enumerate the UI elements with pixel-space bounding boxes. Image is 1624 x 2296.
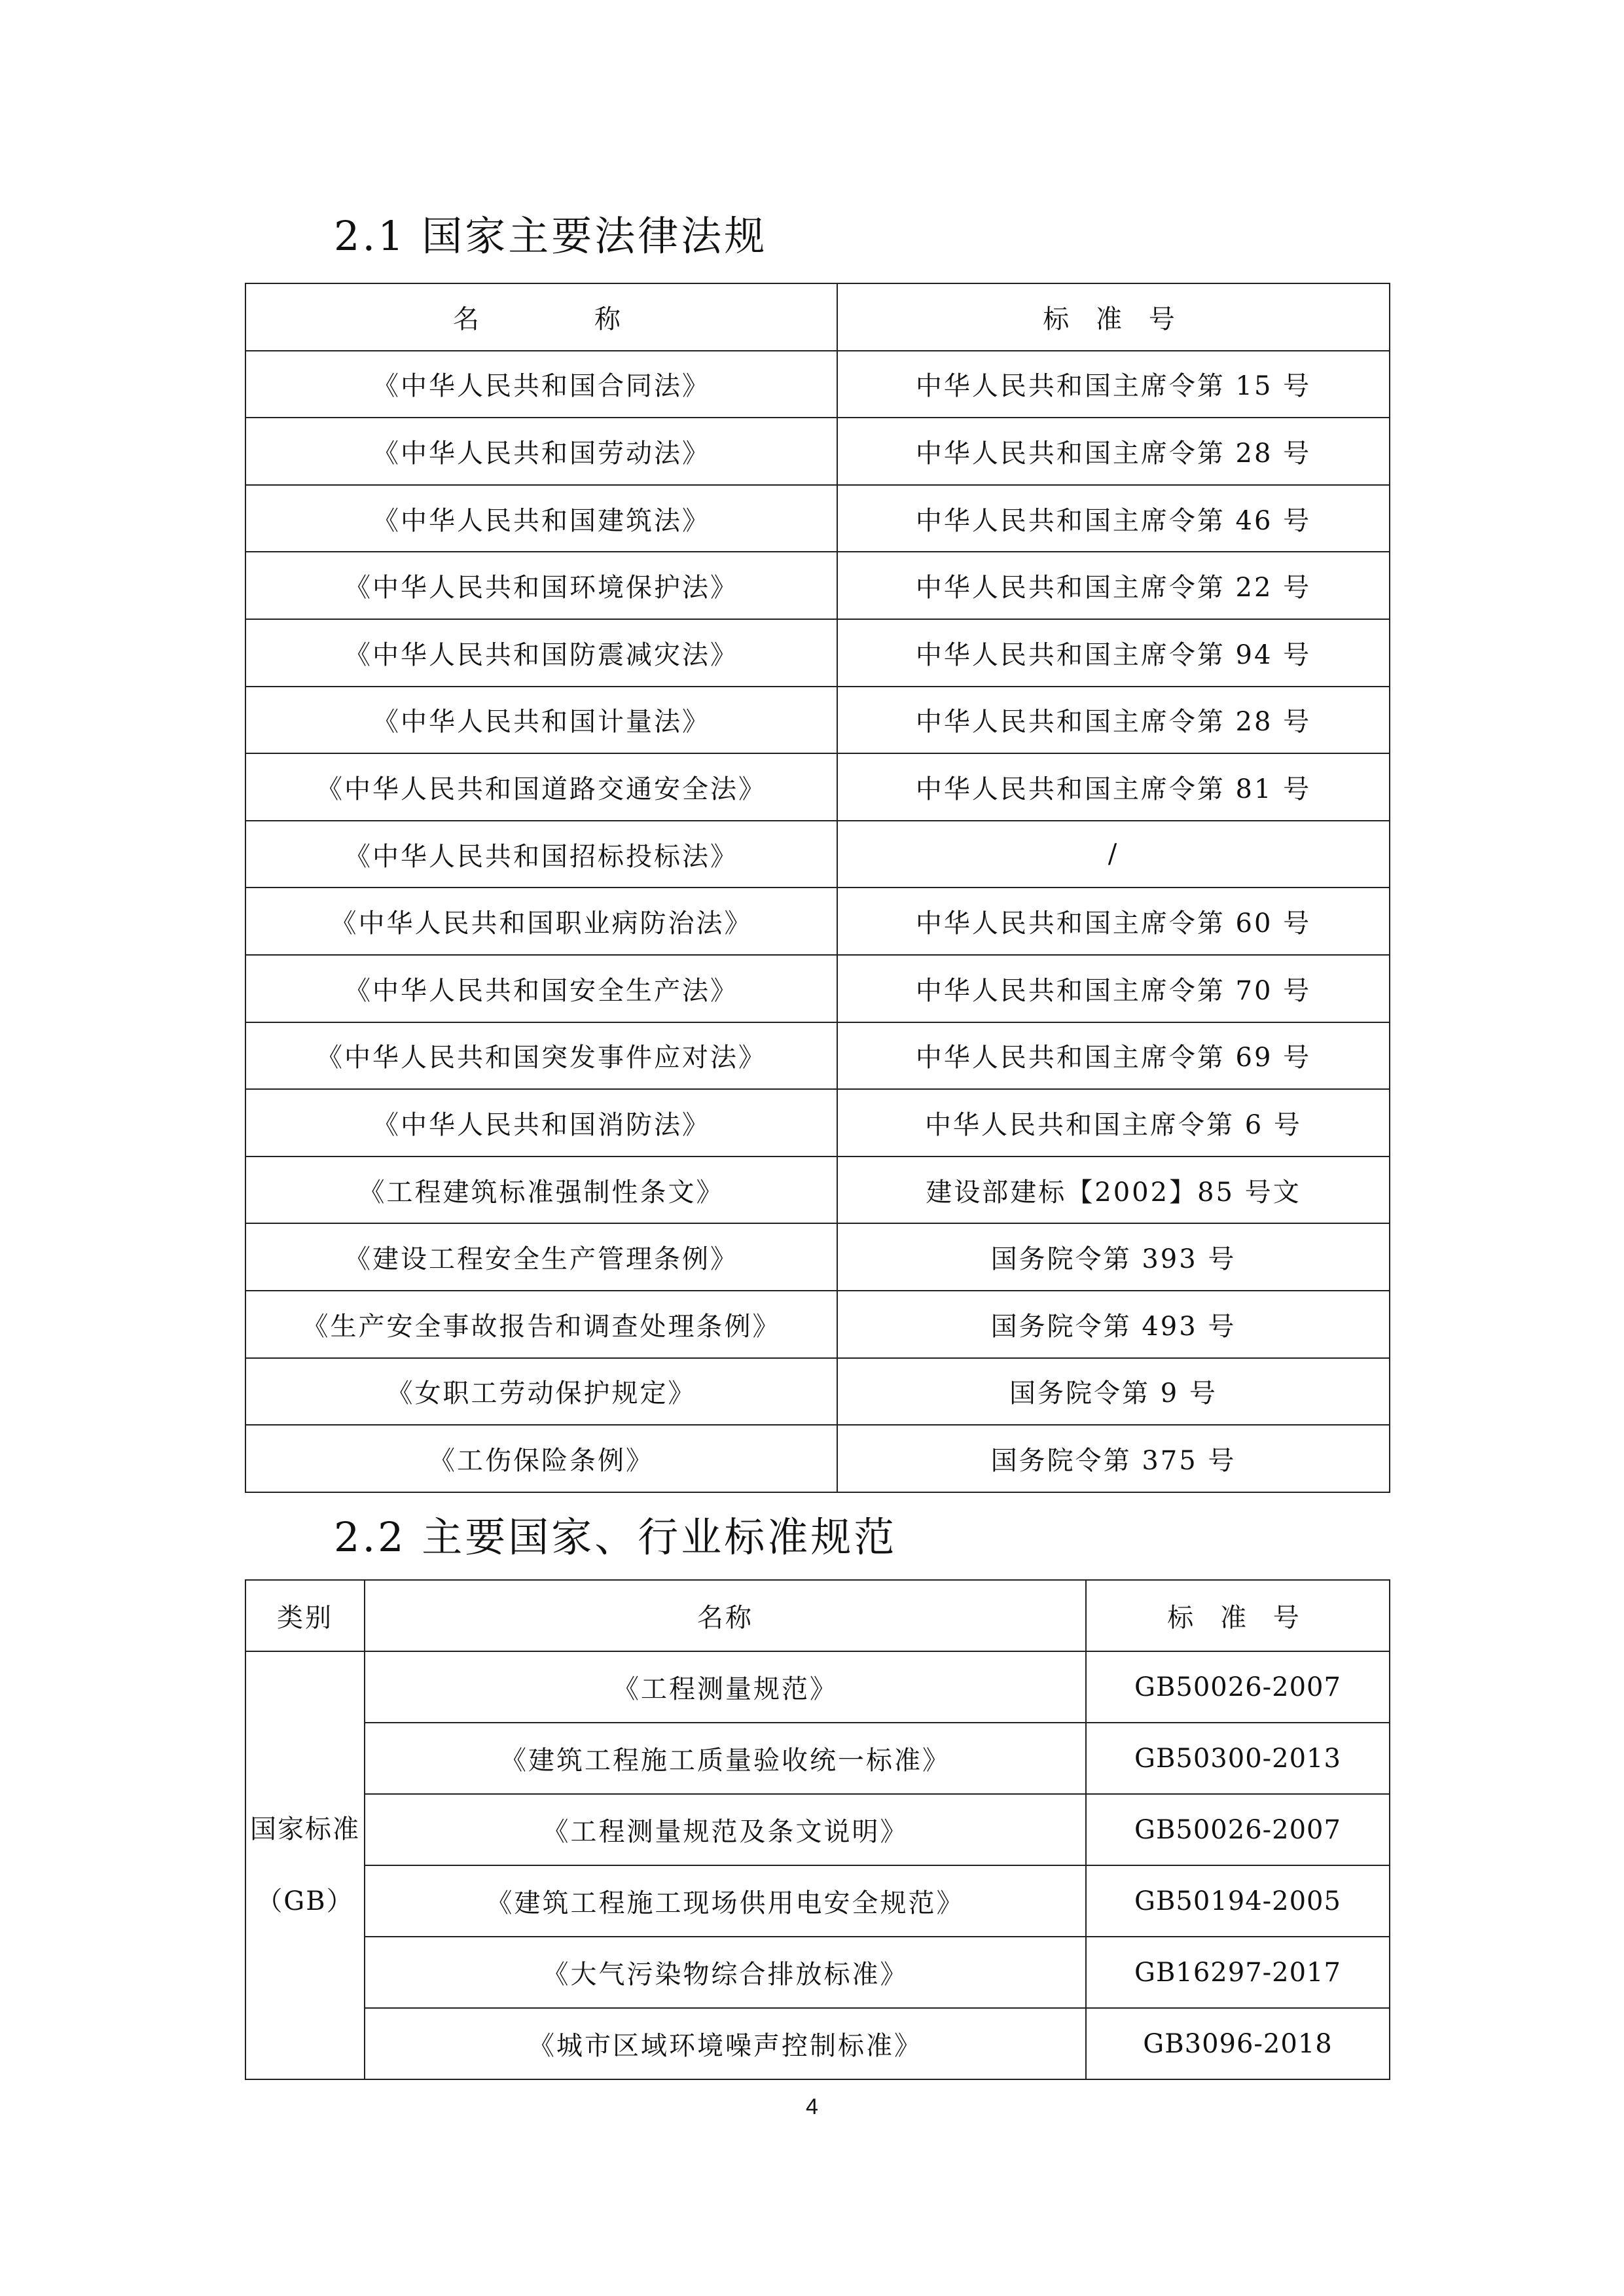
law-number-cell: 中华人民共和国主席令第 28 号 <box>837 418 1390 485</box>
law-name-cell: 《中华人民共和国道路交通安全法》 <box>245 753 837 821</box>
table-row <box>245 821 1390 888</box>
standard-number-cell: GB50026-2007 <box>1086 1794 1390 1865</box>
law-name-cell: 《中华人民共和国消防法》 <box>245 1089 837 1157</box>
table-row <box>245 1022 1390 1090</box>
law-name-cell: 《中华人民共和国计量法》 <box>245 687 837 754</box>
table-row <box>245 619 1390 687</box>
category-cell: 国家标准（GB） <box>245 1651 365 2079</box>
standard-name-cell: 《建筑工程施工质量验收统一标准》 <box>365 1723 1086 1794</box>
table-row <box>245 1865 1390 1937</box>
law-number-cell: 国务院令第 9 号 <box>837 1358 1390 1426</box>
law-number-cell: 中华人民共和国主席令第 60 号 <box>837 888 1390 955</box>
column-header-number: 标 准 号 <box>837 283 1390 351</box>
table-row <box>245 1651 1390 1723</box>
table-header-row <box>245 1580 1390 1651</box>
standard-number-cell: GB16297-2017 <box>1086 1937 1390 2008</box>
law-number-cell: 中华人民共和国主席令第 81 号 <box>837 753 1390 821</box>
standard-name-cell: 《城市区域环境噪声控制标准》 <box>365 2008 1086 2079</box>
standard-name-cell: 《大气污染物综合排放标准》 <box>365 1937 1086 2008</box>
law-name-cell: 《中华人民共和国建筑法》 <box>245 485 837 552</box>
table-row <box>245 1089 1390 1157</box>
standard-number-cell: GB50194-2005 <box>1086 1865 1390 1937</box>
table-row <box>245 1223 1390 1291</box>
law-number-cell: 中华人民共和国主席令第 22 号 <box>837 552 1390 619</box>
section-heading-standards: 2.2 主要国家、行业标准规范 <box>334 1513 897 1561</box>
law-number-cell: 中华人民共和国主席令第 70 号 <box>837 955 1390 1022</box>
standards-table-body <box>245 1651 1390 2079</box>
table-row <box>245 1723 1390 1794</box>
law-name-cell: 《生产安全事故报告和调查处理条例》 <box>245 1291 837 1358</box>
table-row <box>245 351 1390 418</box>
standard-number-cell: GB50026-2007 <box>1086 1651 1390 1723</box>
page-number: 4 <box>806 2094 818 2119</box>
table-row <box>245 1425 1390 1492</box>
table-row <box>245 888 1390 955</box>
table-header-row <box>245 283 1390 351</box>
law-name-cell: 《中华人民共和国招标投标法》 <box>245 821 837 888</box>
law-name-cell: 《女职工劳动保护规定》 <box>245 1358 837 1426</box>
law-name-cell: 《中华人民共和国劳动法》 <box>245 418 837 485</box>
table-row <box>245 955 1390 1022</box>
law-name-cell: 《中华人民共和国职业病防治法》 <box>245 888 837 955</box>
table-row <box>245 687 1390 754</box>
law-number-cell: 中华人民共和国主席令第 28 号 <box>837 687 1390 754</box>
table-row <box>245 552 1390 619</box>
law-number-cell: 中华人民共和国主席令第 46 号 <box>837 485 1390 552</box>
law-number-cell: 建设部建标【2002】85 号文 <box>837 1157 1390 1224</box>
standard-name-cell: 《工程测量规范及条文说明》 <box>365 1794 1086 1865</box>
column-header-name: 名称 <box>365 1580 1086 1651</box>
standard-number-cell: GB3096-2018 <box>1086 2008 1390 2079</box>
standard-name-cell: 《建筑工程施工现场供用电安全规范》 <box>365 1865 1086 1937</box>
table-row <box>245 1358 1390 1426</box>
standard-name-cell: 《工程测量规范》 <box>365 1651 1086 1723</box>
table-row <box>245 1794 1390 1865</box>
law-number-cell: 国务院令第 393 号 <box>837 1223 1390 1291</box>
law-name-cell: 《建设工程安全生产管理条例》 <box>245 1223 837 1291</box>
standard-number-cell: GB50300-2013 <box>1086 1723 1390 1794</box>
column-header-number: 标 准 号 <box>1086 1580 1390 1651</box>
laws-table-body <box>245 351 1390 1492</box>
table-row <box>245 418 1390 485</box>
law-name-cell: 《工伤保险条例》 <box>245 1425 837 1492</box>
section-heading-laws: 2.1 国家主要法律法规 <box>334 212 768 260</box>
law-number-cell: 中华人民共和国主席令第 15 号 <box>837 351 1390 418</box>
law-number-cell: 中华人民共和国主席令第 6 号 <box>837 1089 1390 1157</box>
law-name-cell: 《中华人民共和国合同法》 <box>245 351 837 418</box>
table-row <box>245 485 1390 552</box>
law-number-cell: 国务院令第 375 号 <box>837 1425 1390 1492</box>
law-name-cell: 《中华人民共和国环境保护法》 <box>245 552 837 619</box>
law-number-cell: 中华人民共和国主席令第 69 号 <box>837 1022 1390 1090</box>
standards-table <box>245 1579 1390 2080</box>
table-row <box>245 1157 1390 1224</box>
law-number-cell: 中华人民共和国主席令第 94 号 <box>837 619 1390 687</box>
law-number-cell: / <box>837 821 1390 888</box>
table-row <box>245 1937 1390 2008</box>
column-header-name: 名 称 <box>245 283 837 351</box>
law-name-cell: 《中华人民共和国防震减灾法》 <box>245 619 837 687</box>
table-row <box>245 2008 1390 2079</box>
law-name-cell: 《工程建筑标准强制性条文》 <box>245 1157 837 1224</box>
law-name-cell: 《中华人民共和国安全生产法》 <box>245 955 837 1022</box>
column-header-category: 类别 <box>245 1580 365 1651</box>
table-row <box>245 753 1390 821</box>
law-number-cell: 国务院令第 493 号 <box>837 1291 1390 1358</box>
laws-table <box>245 283 1390 1493</box>
table-row <box>245 1291 1390 1358</box>
law-name-cell: 《中华人民共和国突发事件应对法》 <box>245 1022 837 1090</box>
